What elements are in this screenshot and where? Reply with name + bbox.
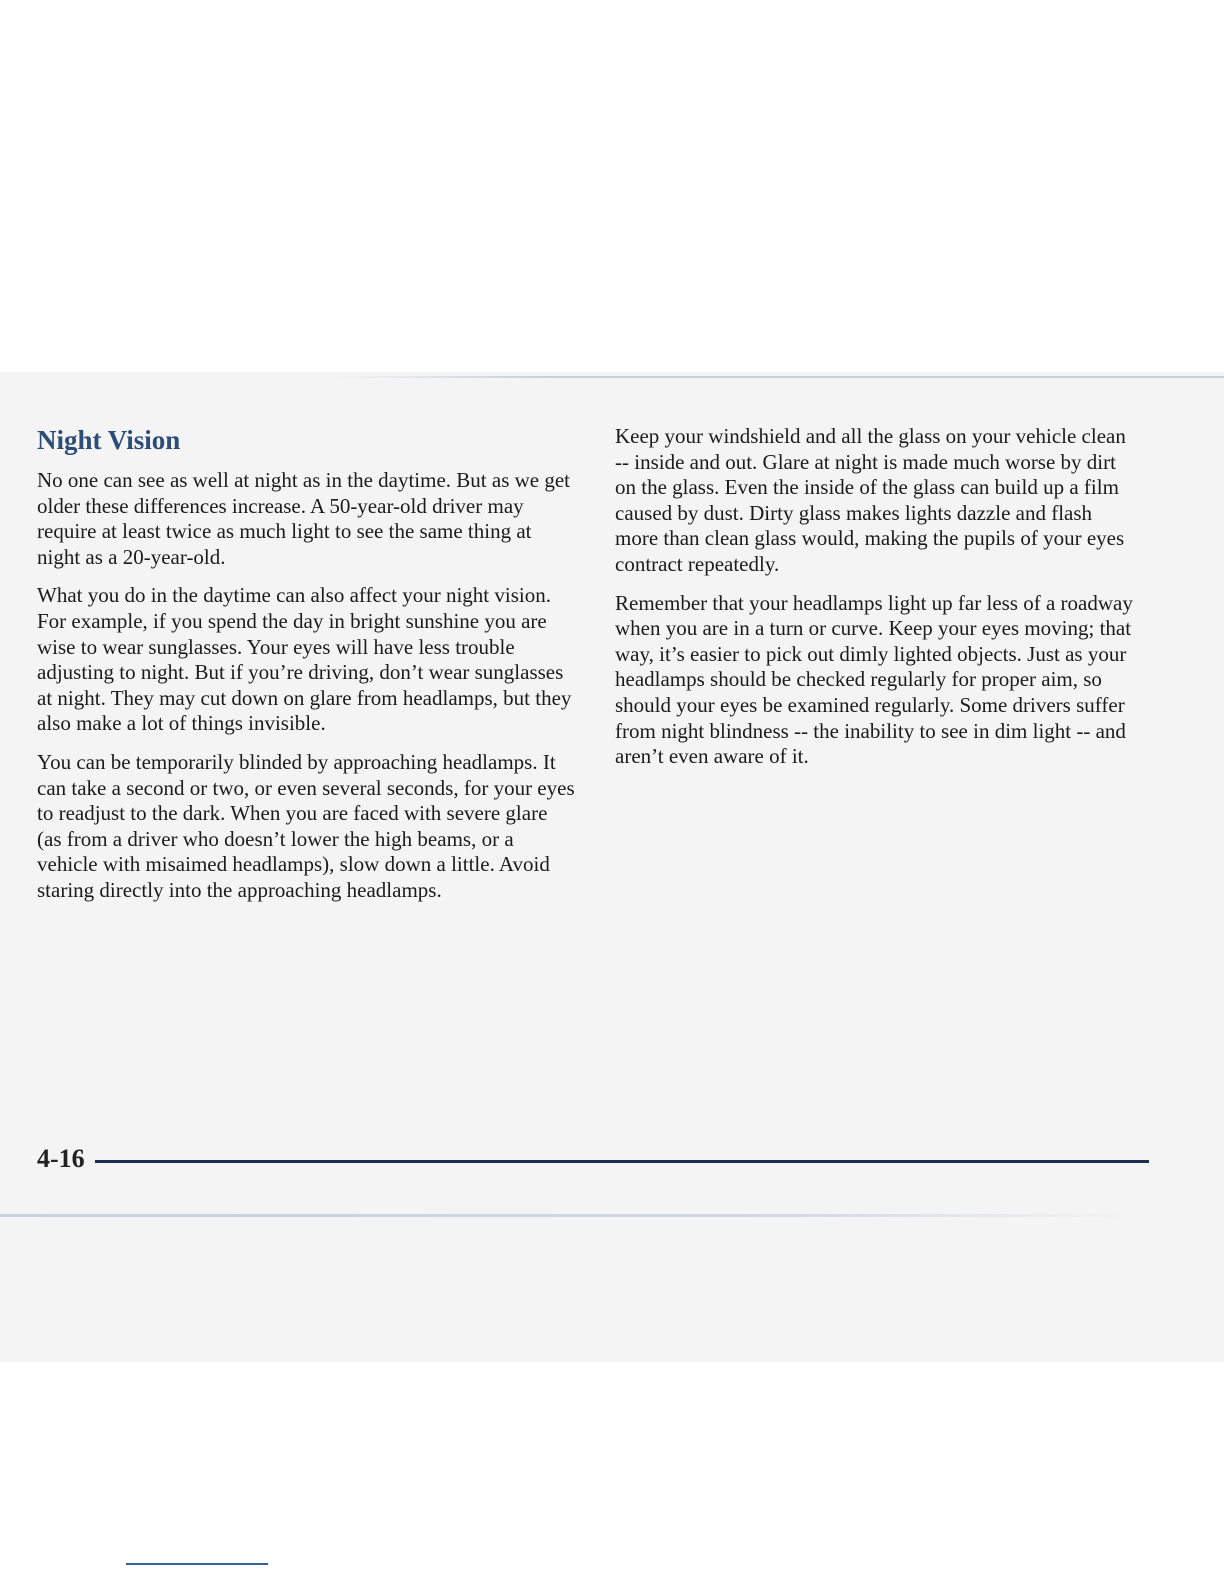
bottom-divider [0,1214,1140,1217]
page-number: 4-16 [37,1144,85,1173]
left-paragraph-1: No one can see as well at night as in the daytime. But as we get older these differences increase. A 50-year-old driver may require at least twice as much light to see the same thing at night as a 20-year-old. [37,468,571,569]
right-paragraph-2: Remember that your headlamps light up far less of a roadway when you are in a turn or curve. Keep your eyes moving; that way, it’s easier to pick out dimly lighted objects. Just as your headlamps should be checked regularly for proper aim, so should your eyes be examined regularly. Some drivers suffer from night blindness -- the inability to see in dim light -- and aren’t even aware of it. [615,590,1133,769]
left-paragraph-3: You can be temporarily blinded by approaching headlamps. It can take a second or two, or even several seconds, for your eyes to readjust to the dark. When you are faced with severe glare (as from a driver who doesn’t lower the high beams, or a vehicle with misaimed headlamps), slow down a little. Avoid staring directly into the approaching headlamps. [37,749,575,902]
right-column [615,424,1135,783]
section-title: Night Vision [37,425,181,455]
left-paragraph-2: What you do in the daytime can also affect your night vision. For example, if you spend the day in bright sunshine you are wise to wear sunglasses. Your eyes will have less trouble adjusting to night. But if you’re driving, don’t wear sunglasses at night. They may cut down on glare from headlamps, but they also make a lot of things invisible. [37,583,572,736]
top-divider [330,376,1224,378]
scan-mark [126,1563,268,1565]
page-footer [37,1142,1149,1176]
left-column [37,424,577,917]
right-paragraph-1: Keep your windshield and all the glass on your vehicle clean -- inside and out. Glare at night is made much worse by dirt on the glass. Even the inside of the glass can build up a film caused by dust. Dirty glass makes lights dazzle and flash more than clean glass would, making the pupils of your eyes contract repeatedly. [615,424,1126,576]
footer-rule [95,1160,1149,1163]
